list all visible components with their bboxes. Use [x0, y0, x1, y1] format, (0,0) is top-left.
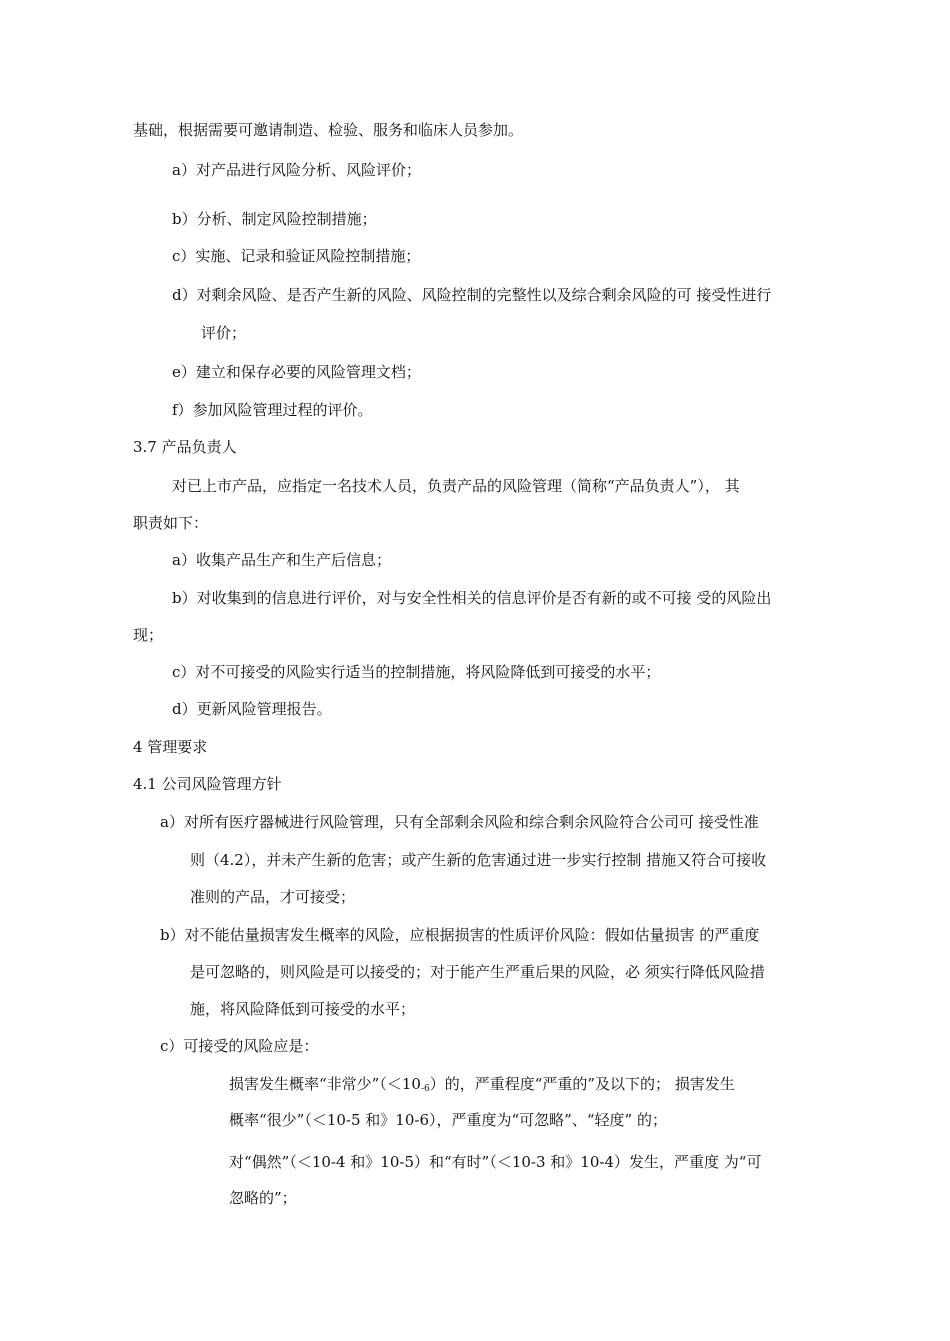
policy-item-a: a）对所有医疗器械进行风险管理，只有全部剩余风险和综合剩余风险符合公司可 接受性准	[160, 813, 759, 831]
acceptable-risk-line-1-c: ）的，严重程度“严重的”及以下的； 损害发生	[429, 1075, 735, 1093]
policy-item-a-cont-2: 准则的产品，才可接受；	[190, 888, 356, 906]
policy-item-a-cont-1: 则（4.2），并未产生新的危害；或产生新的危害通过进一步实行控制 措施又符合可接收	[190, 851, 767, 869]
acceptable-risk-line-1-a: 损害发生概率“非常少”（＜10	[229, 1075, 421, 1093]
owner-duty-a: a）收集产品生产和生产后信息；	[172, 551, 391, 569]
team-duty-d: d）对剩余风险、是否产生新的风险、风险控制的完整性以及综合剩余风险的可 接受性进行	[172, 286, 772, 304]
team-duty-a: a）对产品进行风险分析、风险评价；	[172, 161, 421, 179]
team-duty-f: f）参加风险管理过程的评价。	[172, 401, 373, 419]
policy-item-b-cont-2: 施，将风险降低到可接受的水平；	[190, 1000, 416, 1018]
section-heading-3-7: 3.7 产品负责人	[133, 438, 237, 456]
policy-item-b-cont-1: 是可忽略的，则风险是可以接受的；对于能产生严重后果的风险，必 须实行降低风险措	[190, 963, 765, 981]
acceptable-risk-line-3: 对“偶然”（＜10-4 和》10-5）和“有时”（＜10-3 和》10-4）发生，严重度 为“可	[229, 1153, 762, 1171]
team-duty-b: b）分析、制定风险控制措施；	[172, 210, 377, 228]
intro-line: 基础，根据需要可邀请制造、检验、服务和临床人员参加。	[133, 121, 524, 139]
section-3-7-paragraph-cont: 职责如下：	[133, 514, 209, 532]
acceptable-risk-line-2: 概率“很少”（＜10-5 和》10-6），严重度为“可忽略”、“轻度” 的；	[229, 1111, 667, 1129]
owner-duty-d: d）更新风险管理报告。	[172, 700, 332, 718]
section-heading-4-1: 4.1 公司风险管理方针	[133, 775, 282, 793]
section-heading-4: 4 管理要求	[133, 738, 208, 756]
team-duty-c: c）实施、记录和验证风险控制措施；	[172, 247, 421, 265]
policy-item-b: b）对不能估量损害发生概率的风险，应根据损害的性质评价风险：假如估量损害 的严重度	[160, 926, 760, 944]
team-duty-e: e）建立和保存必要的风险管理文档；	[172, 363, 421, 381]
owner-duty-c: c）对不可接受的风险实行适当的控制措施，将风险降低到可接受的水平；	[172, 663, 661, 681]
acceptable-risk-line-4: 忽略的”；	[229, 1189, 297, 1207]
acceptable-risk-line-1-sub: -6	[420, 1084, 430, 1094]
owner-duty-b: b）对收集到的信息进行评价，对与安全性相关的信息评价是否有新的或不可接 受的风险出	[172, 589, 772, 607]
policy-item-c: c）可接受的风险应是：	[160, 1037, 319, 1055]
acceptable-risk-line-1	[229, 1074, 735, 1099]
team-duty-d-cont: 评价；	[201, 324, 247, 342]
owner-duty-b-cont: 现；	[133, 626, 164, 644]
section-3-7-paragraph: 对已上市产品，应指定一名技术人员，负责产品的风险管理（简称“产品负责人”）， 其	[172, 477, 740, 495]
